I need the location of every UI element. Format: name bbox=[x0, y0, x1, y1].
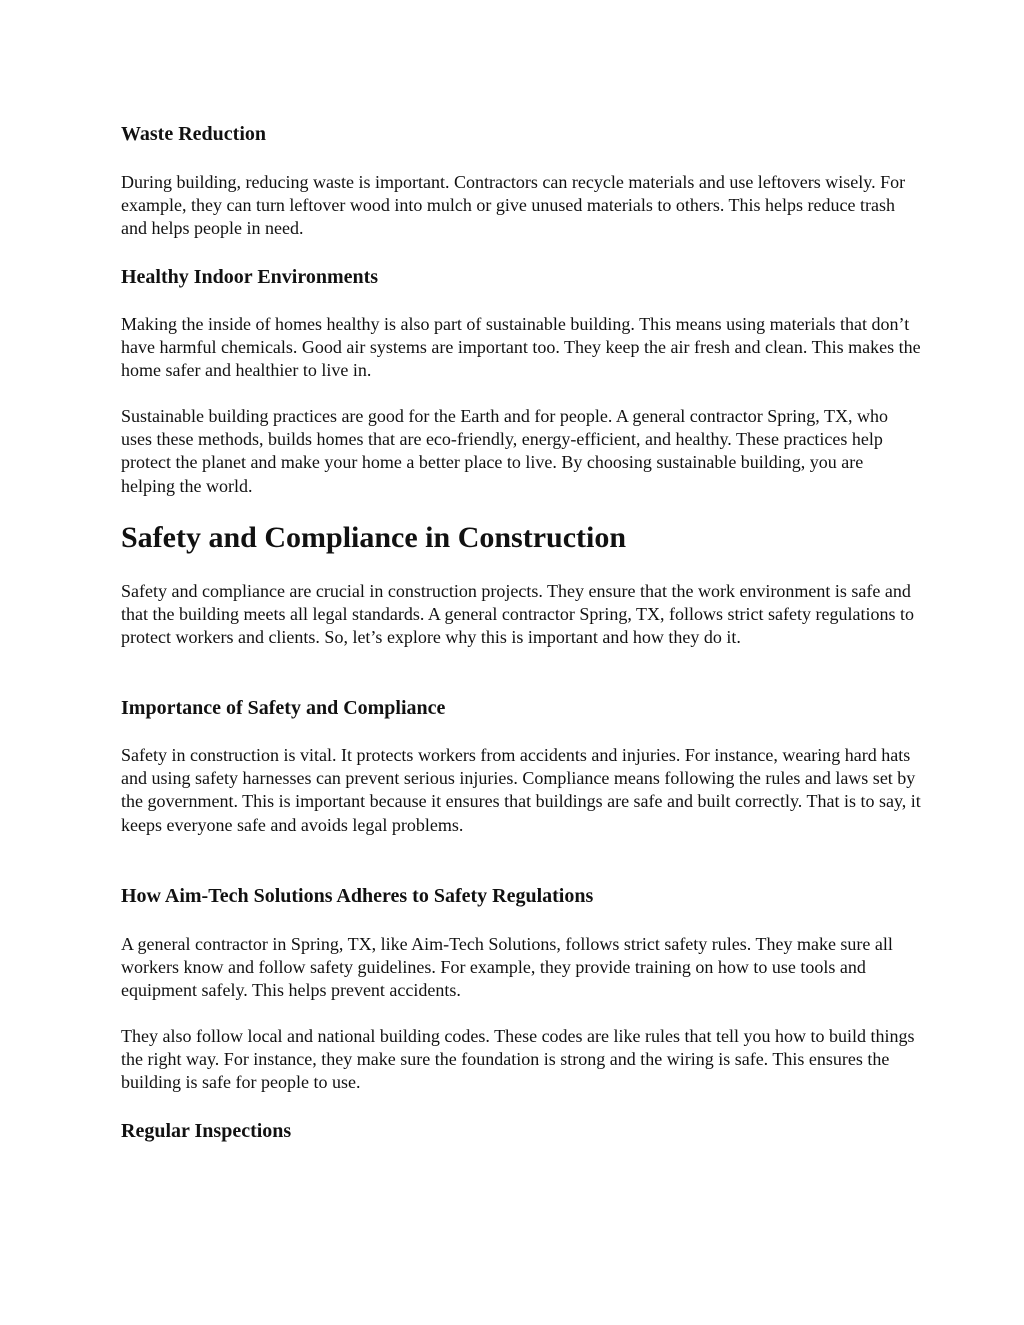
paragraph-aimtech-rules: A general contractor in Spring, TX, like Aim-Tech Solutions, follows strict safety rules. They make sure all workers know and follow safety guidelines. For example, they provide training on how to use tools and equipment safely. This helps prevent accidents. bbox=[121, 934, 893, 1001]
section-heading-waste-reduction: Waste Reduction bbox=[121, 123, 266, 145]
section-heading-healthy-indoor: Healthy Indoor Environments bbox=[121, 266, 379, 288]
paragraph-importance: Safety in construction is vital. It protects workers from accidents and injuries. For instance, wearing hard hats and using safety harnesses can prevent serious injuries. Compliance means following the rules and laws set by the government. This is important because it ensures that buildings are safe and built correctly. That is to say, it keeps everyone safe and avoids legal problems. bbox=[121, 745, 921, 835]
paragraph-sustainable-summary: Sustainable building practices are good for the Earth and for people. A general contractor Spring, TX, who uses these methods, builds homes that are eco-friendly, energy-efficient, and healthy. These practices help protect the planet and make your home a better place to live. By choosing sustainable building, you are helping the world. bbox=[121, 406, 888, 496]
paragraph-building-codes: They also follow local and national building codes. These codes are like rules that tell you how to build things the right way. For instance, they make sure the foundation is strong and the wiring is safe. This ensures the building is safe for people to use. bbox=[121, 1026, 915, 1093]
section-heading-aimtech: How Aim-Tech Solutions Adheres to Safety Regulations bbox=[121, 885, 594, 907]
section-heading-importance: Importance of Safety and Compliance bbox=[121, 697, 446, 719]
main-heading-safety-compliance: Safety and Compliance in Construction bbox=[121, 521, 627, 554]
paragraph-waste-reduction: During building, reducing waste is important. Contractors can recycle materials and use leftovers wisely. For example, they can turn leftover wood into mulch or give unused materials to others. This helps reduce trash and helps people in need. bbox=[121, 172, 906, 239]
paragraph-healthy-indoor: Making the inside of homes healthy is also part of sustainable building. This means using materials that don’t have harmful chemicals. Good air systems are important too. They keep the air fresh and clean. This makes the home safer and healthier to live in. bbox=[121, 314, 921, 381]
paragraph-safety-compliance-intro: Safety and compliance are crucial in construction projects. They ensure that the work environment is safe and that the building meets all legal standards. A general contractor Spring, TX, follows strict safety regulations to protect workers and clients. So, let’s explore why this is important and how they do it. bbox=[121, 581, 914, 648]
section-heading-regular-inspections: Regular Inspections bbox=[121, 1120, 292, 1142]
